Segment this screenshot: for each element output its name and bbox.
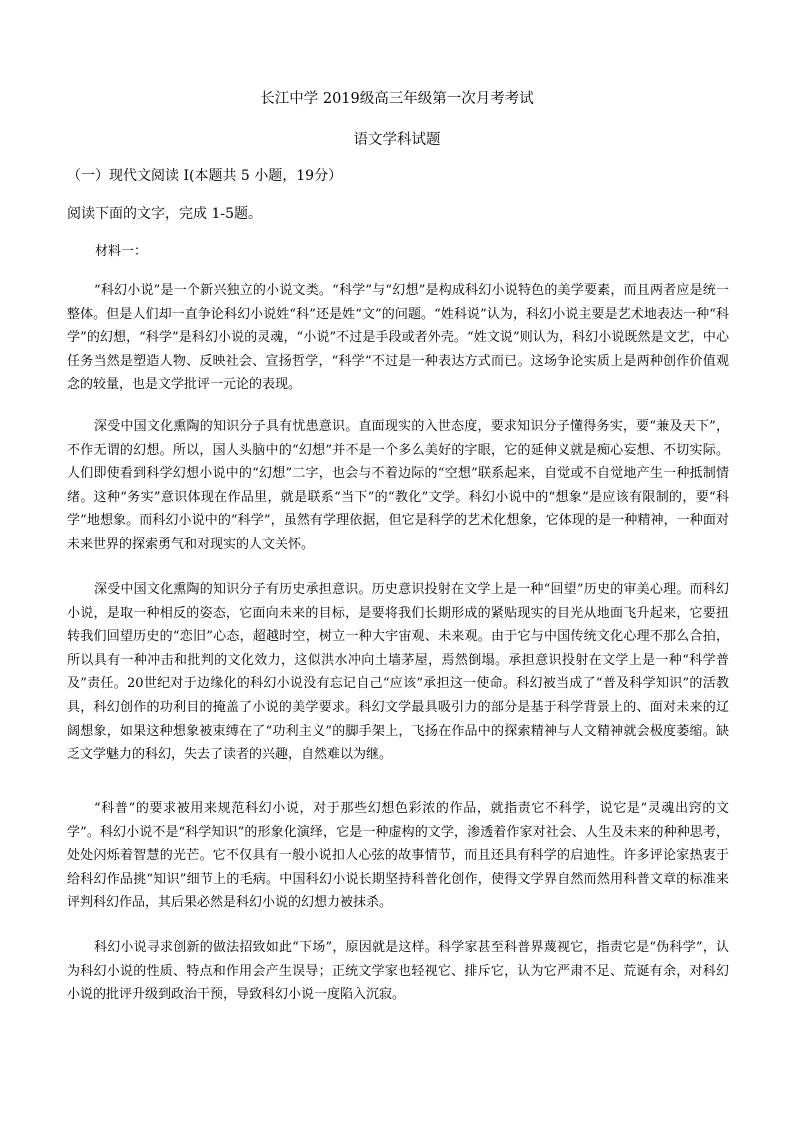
section-heading: （一）现代文阅读 I(本题共 5 小题，19分） bbox=[67, 168, 343, 184]
exam-title: 长江中学 2019级高三年级第一次月考考试 bbox=[260, 91, 534, 107]
paragraph-4: “科普”的要求被用来规范科幻小说，对于那些幻想色彩浓的作品，就指责它不科学，说它是“灵魂出窍的文学”。科幻小说不是“科学知识”的形象化演绎，它是一种虚构的文学，渗透着作家对社会、人生及未来的种种思考，处处闪烁着智慧的光芒。它不仅具有一般小说扣人心弦的故事情节，而且还具有科学的启迪性。许多评论家热衷于给科幻作品挑“知识”细节上的毛病。中国科幻小说长期坚持科普化创作，使得文学界自然而然用科普文章的标准来评判科幻作品，其后果必然是科幻小说的幻想力被抹杀。 bbox=[67, 801, 729, 911]
reading-instruction: 阅读下面的文字，完成 1-5题。 bbox=[67, 206, 262, 222]
paragraph-1: “科幻小说”是一个新兴独立的小说文类。“科学”与“幻想”是构成科幻小说特色的美学要素，而且两者应是统一整体。但是人们却一直争论科幻小说姓“科”还是姓“文”的问题。“姓科说”认为，科幻小说主要是艺术地表达一种“科学”的幻想，“科学”是科幻小说的灵魂，“小说”不过是手段或者外壳。“姓文说”则认为，科幻小说既然是文艺，中心任务当然是塑造人物、反映社会、宣扬哲学，“科学”不过是一种表达方式而已。这场争论实质上是两种创作价值观念的较量，也是文学批评一元论的表现。 bbox=[67, 283, 729, 393]
exam-subtitle: 语文学科试题 bbox=[353, 132, 441, 148]
paragraph-3: 深受中国文化熏陶的知识分子有历史承担意识。历史意识投射在文学上是一种“回望”历史的审美心理。而科幻小说，是取一种相反的姿态，它面向未来的目标，是要将我们长期形成的紧贴现实的目光从地面飞升起来，它要扭转我们回望历史的“恋旧”心态，超越时空，树立一种大宇宙观、未来观。由于它与中国传统文化心理不那么合拍，所以具有一种冲击和批判的文化效力，这似洪水冲向土墙茅屋，焉然倒塌。承担意识投射在文学上是一种“科学普及”责任。20世纪对于边缘化的科幻小说没有忘记自己“应该”承担这一使命。科幻被当成了“普及科学知识”的活教具，科幻创作的功利目的掩盖了小说的美学要求。科幻文学最具吸引力的部分是基于科学背景上的、面对未来的辽阔想象，如果这种想象被束缚在了“功利主义”的脚手架上，飞扬在作品中的探索精神与人文精神就会极度萎缩。缺乏文学魅力的科幻，失去了读者的兴趣，自然难以为继。 bbox=[67, 582, 729, 763]
paragraph-2: 深受中国文化熏陶的知识分子具有忧患意识。直面现实的入世态度，要求知识分子懂得务实，要“兼及天下”，不作无谓的幻想。所以，国人头脑中的“幻想”并不是一个多么美好的字眼，它的延伸义就是痴心妄想、不切实际。人们即使看到科学幻想小说中的“幻想”二字，也会与不着边际的“空想”联系起来，自觉或不自觉地产生一种抵制情绪。这种“务实”意识体现在作品里，就是联系“当下”的“教化”文学。科幻小说中的“想象”是应该有限制的，要“科学”地想象。而科幻小说中的“科学”，虽然有学理依据，但它是科学的艺术化想象，它体现的是一种精神，一种面对未来世界的探索勇气和对现实的人文关怀。 bbox=[67, 419, 729, 552]
material-label: 材料一： bbox=[95, 244, 148, 259]
paragraph-5: 科幻小说寻求创新的做法招致如此“下场”，原因就是这样。科学家甚至科普界蔑视它，指责它是“伪科学”，认为科幻小说的性质、特点和作用会产生误导；正统文学家也轻视它、排斥它，认为它严肃不足、荒诞有余，对科幻小说的批评升级到政治干预，导致科幻小说一度陷入沉寂。 bbox=[67, 940, 729, 1003]
